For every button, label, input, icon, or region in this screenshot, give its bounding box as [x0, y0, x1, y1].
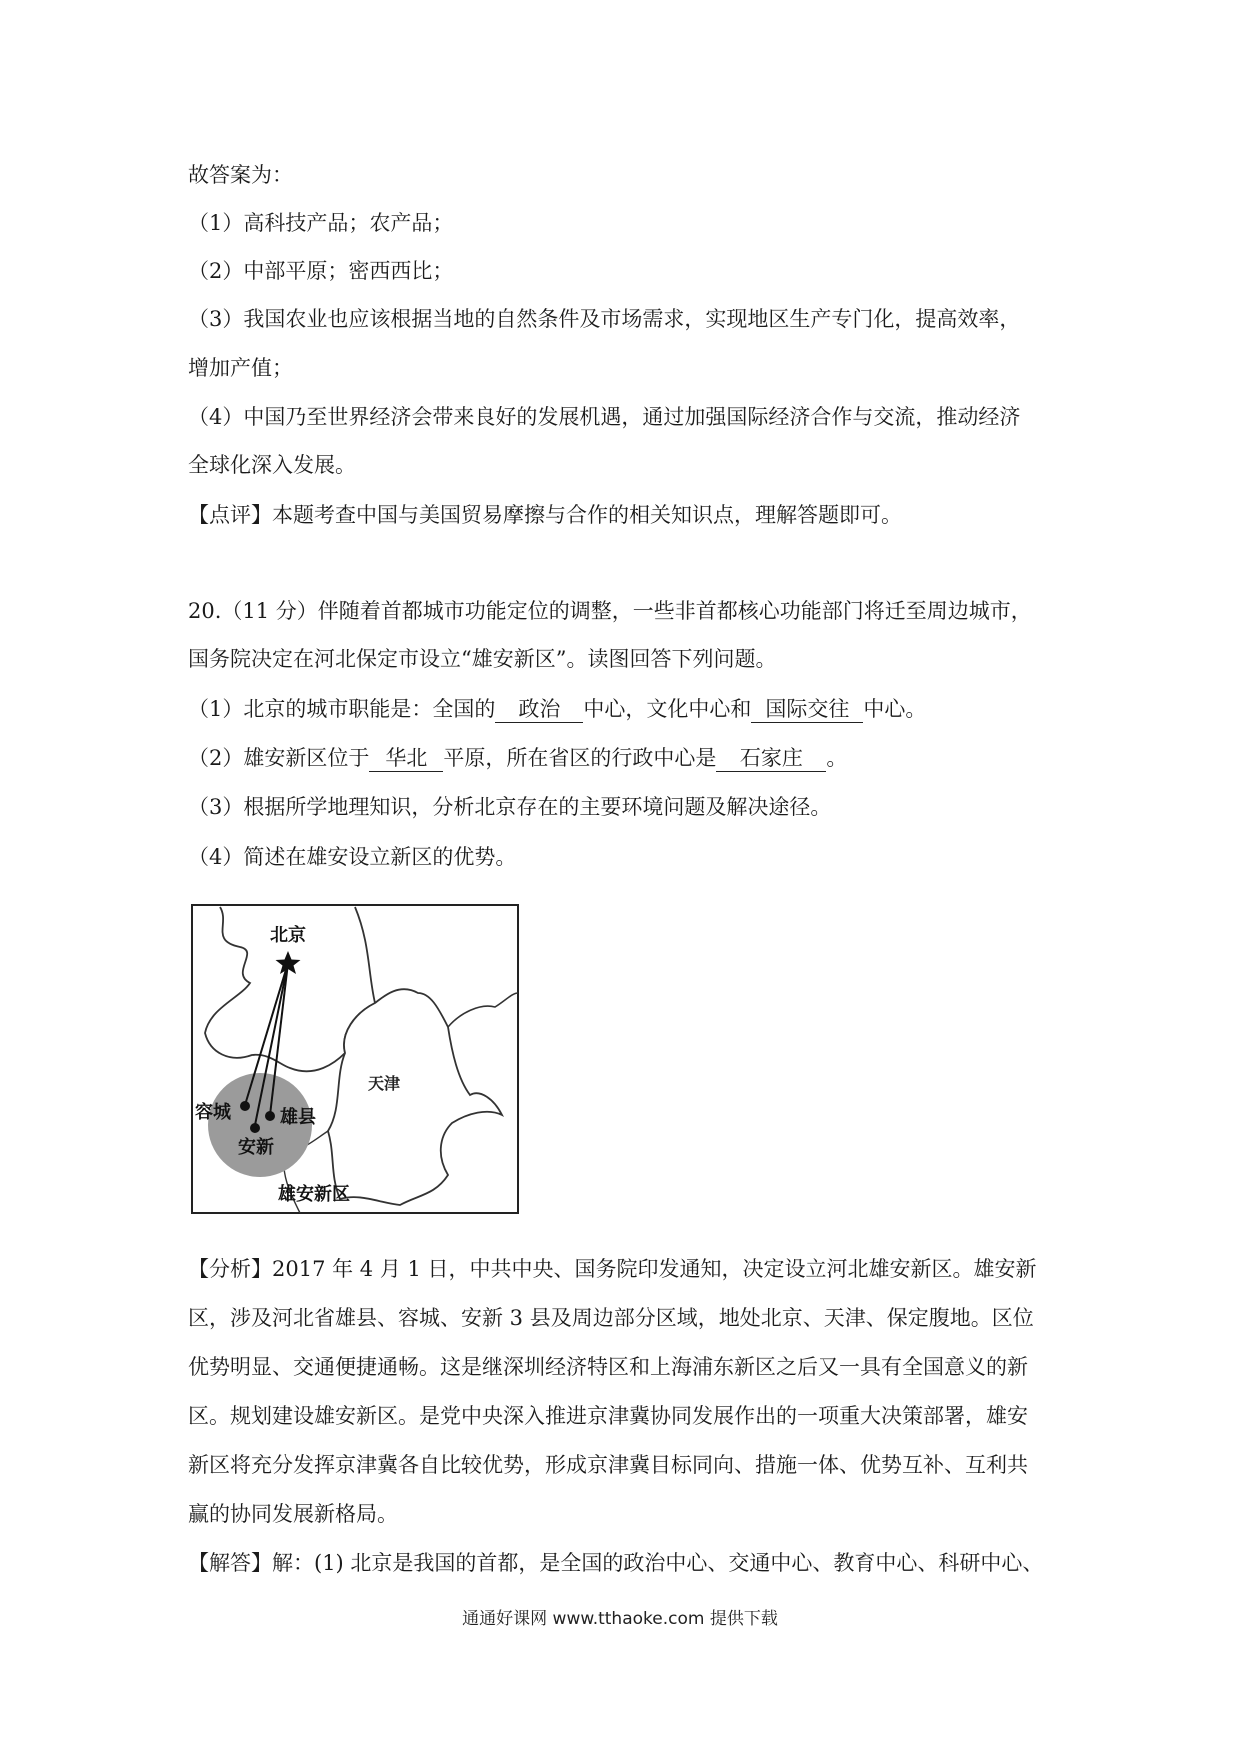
- label-anxin: 安新: [238, 1137, 274, 1158]
- q1-answer-blank-2: 国际交往: [751, 696, 863, 723]
- analysis-line2: 区，涉及河北省雄县、容城、安新 3 县及周边部分区域，地处北京、天津、保定腹地。区位: [188, 1306, 1034, 1330]
- q1-text-c: 中心。: [863, 697, 927, 721]
- analysis-line6: 赢的协同发展新格局。: [188, 1502, 398, 1526]
- answer-3-line2: 增加产值；: [188, 356, 293, 380]
- comment: 【点评】本题考查中国与美国贸易摩擦与合作的相关知识点，理解答题即可。: [188, 503, 902, 527]
- xiongan-location-map: [190, 903, 520, 1215]
- analysis-line5: 新区将充分发挥京津冀各自比较优势，形成京津冀目标同向、措施一体、优势互补、互利共: [188, 1453, 1028, 1477]
- q2-text-c: 。: [826, 746, 848, 770]
- label-beijing: 北京: [270, 925, 306, 946]
- answer-3-line1: （3）我国农业也应该根据当地的自然条件及市场需求，实现地区生产专门化，提高效率，: [188, 307, 1021, 331]
- label-xiongan-new-area: 雄安新区: [278, 1184, 350, 1205]
- q2-answer-blank-2: 石家庄: [716, 745, 826, 772]
- answer-4-line2: 全球化深入发展。: [188, 453, 356, 477]
- question-20-part2: [188, 743, 847, 773]
- label-xiongxian: 雄县: [280, 1107, 316, 1128]
- question-20-part1: [188, 694, 926, 724]
- analysis-line4: 区。规划建设雄安新区。是党中央深入推进京津冀协同发展作出的一项重大决策部署，雄安: [188, 1404, 1028, 1428]
- question-20-stem-line1: 20.（11 分）伴随着首都城市功能定位的调整，一些非首都核心功能部门将迁至周边城市，: [188, 599, 1032, 623]
- question-20-part4: （4）简述在雄安设立新区的优势。: [188, 845, 517, 869]
- q1-text-a: （1）北京的城市职能是：全国的: [188, 697, 496, 721]
- anxin-dot: [250, 1123, 260, 1133]
- q1-text-b: 中心，文化中心和: [583, 697, 752, 721]
- label-tianjin: 天津: [368, 1074, 401, 1093]
- question-20-stem-line2: 国务院决定在河北保定市设立“雄安新区”。读图回答下列问题。: [188, 647, 777, 671]
- q2-answer-blank-1: 华北: [369, 745, 443, 772]
- question-20-part3: （3）根据所学地理知识，分析北京存在的主要环境问题及解决途径。: [188, 795, 832, 819]
- analysis-line3: 优势明显、交通便捷通畅。这是继深圳经济特区和上海浦东新区之后又一具有全国意义的新: [188, 1355, 1028, 1379]
- answer-intro: 故答案为：: [188, 163, 293, 187]
- q2-text-a: （2）雄安新区位于: [188, 746, 370, 770]
- xiongxian-dot: [265, 1111, 275, 1121]
- solution-line1: 【解答】解：(1) 北京是我国的首都，是全国的政治中心、交通中心、教育中心、科研中心、: [188, 1551, 1044, 1575]
- page-footer: 通通好课网 www.tthaoke.com 提供下载: [462, 1609, 778, 1629]
- q2-text-b: 平原，所在省区的行政中心是: [443, 746, 717, 770]
- q1-answer-blank-1: 政治: [495, 696, 583, 723]
- analysis-line1: 【分析】2017 年 4 月 1 日，中共中央、国务院印发通知，决定设立河北雄安新区。雄安新: [188, 1257, 1037, 1281]
- rongcheng-dot: [240, 1101, 250, 1111]
- answer-1: （1）高科技产品；农产品；: [188, 211, 454, 235]
- answer-4-line1: （4）中国乃至世界经济会带来良好的发展机遇，通过加强国际经济合作与交流，推动经济: [188, 405, 1021, 429]
- answer-2: （2）中部平原；密西西比；: [188, 259, 454, 283]
- label-rongcheng: 容城: [195, 1102, 231, 1123]
